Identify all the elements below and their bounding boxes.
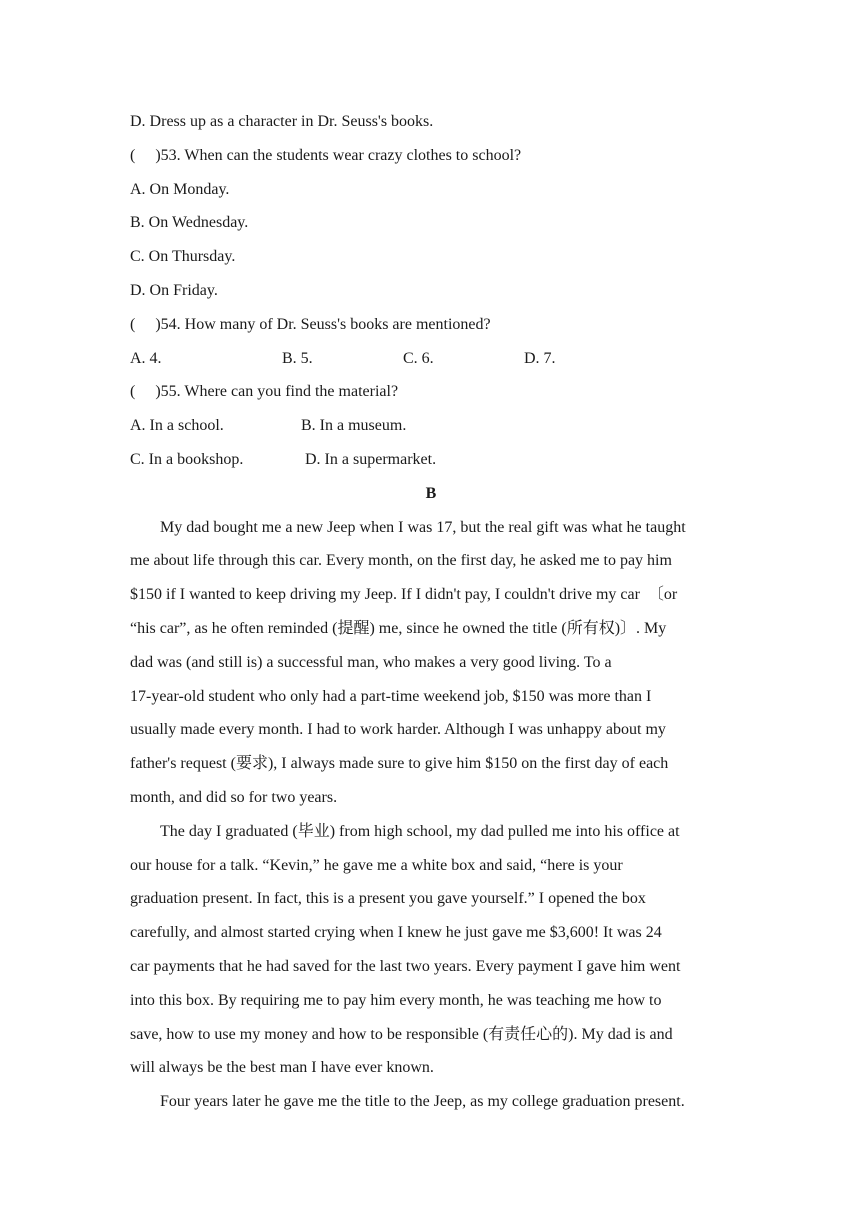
q53-stem: ( )53. When can the students wear crazy clothes to school? — [130, 146, 522, 164]
paragraph-line: My dad bought me a new Jeep when I was 17, but the real gift was what he taught — [160, 518, 686, 536]
paragraph-line: father's request (要求), I always made sure to give him $150 on the first day of each — [130, 755, 669, 773]
q55-options-row-2 — [130, 443, 732, 477]
paragraph-line: graduation present. In fact, this is a present you gave yourself.” I opened the box — [130, 890, 646, 908]
q55-option-d: D. In a supermarket. — [305, 450, 437, 468]
paragraph-line: month, and did so for two years. — [130, 788, 338, 806]
paragraph-line: The day I graduated (毕业) from high school, my dad pulled me into his office at — [160, 822, 680, 840]
q53-option-c: C. On Thursday. — [130, 248, 236, 266]
paragraph-line: me about life through this car. Every month, on the first day, he asked me to pay him — [130, 552, 672, 570]
paragraph-line: $150 if I wanted to keep driving my Jeep. If I didn't pay, I couldn't drive my car 〔or — [130, 586, 678, 604]
page-content — [130, 105, 732, 1119]
q54-option-d: D. 7. — [524, 349, 556, 367]
paragraph-line: our house for a talk. “Kevin,” he gave me a white box and said, “here is your — [130, 856, 623, 874]
q52-option-d: D. Dress up as a character in Dr. Seuss's books. — [130, 113, 434, 130]
paragraph-line: will always be the best man I have ever known. — [130, 1059, 434, 1077]
q55-options-row-1 — [130, 409, 732, 443]
q54-option-a: A. 4. — [130, 349, 162, 367]
q55-option-a: A. In a school. — [130, 417, 224, 435]
paragraph-line: into this box. By requiring me to pay him every month, he was teaching me how to — [130, 991, 662, 1009]
passage-paragraph-1 — [130, 511, 732, 815]
q53-option-d: D. On Friday. — [130, 281, 218, 299]
paragraph-line: car payments that he had saved for the last two years. Every payment I gave him went — [130, 957, 681, 975]
q54-option-c: C. 6. — [403, 349, 434, 367]
q54-options — [130, 342, 732, 376]
paragraph-line: Four years later he gave me the title to the Jeep, as my college graduation present. — [160, 1093, 685, 1111]
paragraph-line: “his car”, as he often reminded (提醒) me, since he owned the title (所有权)〕. My — [130, 619, 667, 637]
paragraph-line: dad was (and still is) a successful man, who makes a very good living. To a — [130, 653, 612, 671]
q55-option-c: C. In a bookshop. — [130, 450, 244, 468]
q54-option-b: B. 5. — [282, 349, 313, 367]
q53-option-b: B. On Wednesday. — [130, 214, 249, 232]
passage-paragraph-2 — [130, 815, 732, 1085]
q54-stem: ( )54. How many of Dr. Seuss's books are mentioned? — [130, 315, 491, 333]
q55-option-b: B. In a museum. — [301, 417, 407, 435]
paragraph-line: 17-year-old student who only had a part-time weekend job, $150 was more than I — [130, 687, 652, 705]
paragraph-line: carefully, and almost started crying when I knew he just gave me $3,600! It was 24 — [130, 924, 662, 942]
section-heading: B — [425, 484, 437, 502]
paragraph-line: usually made every month. I had to work harder. Although I was unhappy about my — [130, 721, 666, 739]
paragraph-line: save, how to use my money and how to be responsible (有责任心的). My dad is and — [130, 1025, 673, 1043]
passage-paragraph-3 — [130, 1085, 732, 1119]
q55-stem: ( )55. Where can you find the material? — [130, 383, 399, 401]
q53-option-a: A. On Monday. — [130, 180, 230, 198]
